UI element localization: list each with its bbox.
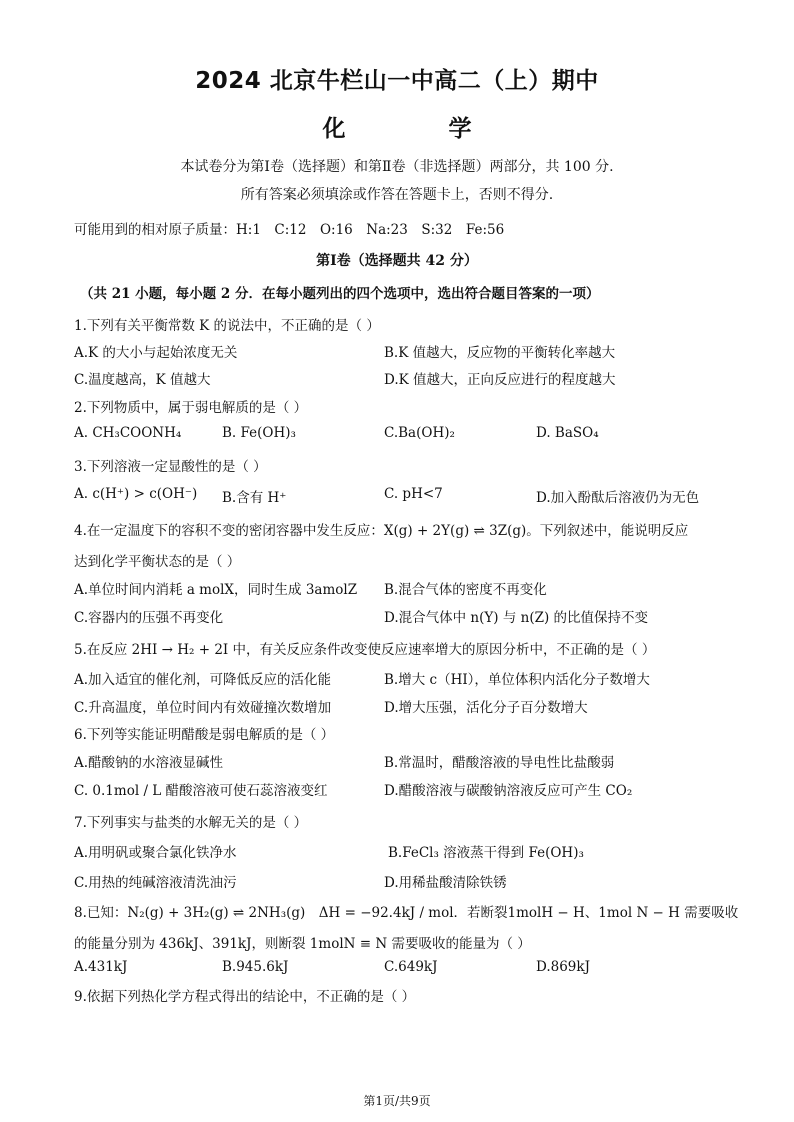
q7-option-b: B.FeCl₃ 溶液蒸干得到 Fe(OH)₃ — [388, 845, 584, 861]
q3-option-a: A. c(H⁺) > c(OH⁻) — [74, 486, 198, 502]
q6-option-c: C. 0.1mol / L 醋酸溶液可使石蕊溶液变红 — [74, 783, 328, 799]
q2-option-d: D. BaSO₄ — [536, 425, 599, 441]
q3-option-c: C. pH<7 — [384, 486, 443, 502]
q7-option-a: A.用明矾或聚合氯化铁净水 — [74, 845, 237, 861]
q1-option-c: C.温度越高，K 值越大 — [74, 372, 211, 388]
q1-option-d: D.K 值越大，正向反应进行的程度越大 — [384, 372, 616, 388]
q5-stem: 5.在反应 2HI → H₂ + 2I 中，有关反应条件改变使反应速率增大的原因分析中，不正确的是（ ） — [74, 642, 656, 658]
q4-option-c: C.容器内的压强不再变化 — [74, 610, 224, 626]
q3-option-d: D.加入酚酞后溶液仍为无色 — [536, 490, 700, 506]
q5-option-b: B.增大 c（HI），单位体积内活化分子数增大 — [384, 672, 650, 688]
q6-option-b: B.常温时，醋酸溶液的导电性比盐酸弱 — [384, 755, 615, 771]
section-instruction: （共 21 小题，每小题 2 分．在每小题列出的四个选项中，选出符合题目答案的一项） — [80, 286, 600, 302]
q8-stem-line-1: 8.已知：N₂(g) + 3H₂(g) ⇌ 2NH₃(g) ΔH = −92.4kJ / mol．若断裂1molH − H、1mol N − H 需要吸收 — [74, 905, 739, 921]
exam-note-1: 本试卷分为第Ⅰ卷（选择题）和第Ⅱ卷（非选择题）两部分，共 100 分. — [180, 159, 614, 175]
q3-stem: 3.下列溶液一定显酸性的是（ ） — [74, 459, 267, 475]
section-title: 第Ⅰ卷（选择题共 42 分） — [316, 253, 478, 269]
q4-stem-line-2: 达到化学平衡状态的是（ ） — [74, 554, 241, 570]
exam-note-2: 所有答案必须填涂或作答在答题卡上，否则不得分. — [240, 187, 554, 203]
q8-option-d: D.869kJ — [536, 959, 590, 975]
q4-option-b: B.混合气体的密度不再变化 — [384, 582, 547, 598]
q7-option-c: C.用热的纯碱溶液清洗油污 — [74, 875, 237, 891]
atomic-masses: 可能用到的相对原子质量：H:1 C:12 O:16 Na:23 S:32 Fe:56 — [74, 222, 505, 238]
q6-option-d: D.醋酸溶液与碳酸钠溶液反应可产生 CO₂ — [384, 783, 633, 799]
q1-stem: 1.下列有关平衡常数 K 的说法中，不正确的是（ ） — [74, 318, 380, 334]
q8-option-c: C.649kJ — [384, 959, 438, 975]
exam-title: 2024 北京牛栏山一中高二（上）期中 — [195, 68, 599, 94]
q2-stem: 2.下列物质中，属于弱电解质的是（ ） — [74, 400, 308, 416]
q1-option-a: A.K 的大小与起始浓度无关 — [74, 345, 238, 361]
q2-option-b: B. Fe(OH)₃ — [222, 425, 296, 441]
q5-option-d: D.增大压强，活化分子百分数增大 — [384, 700, 588, 716]
q8-option-a: A.431kJ — [74, 959, 128, 975]
q5-option-c: C.升高温度，单位时间内有效碰撞次数增加 — [74, 700, 332, 716]
q9-stem: 9.依据下列热化学方程式得出的结论中，不正确的是（ ） — [74, 989, 416, 1005]
q8-stem-line-2: 的能量分别为 436kJ、391kJ，则断裂 1molN ≡ N 需要吸收的能量为（ ） — [74, 936, 531, 952]
q5-option-a: A.加入适宜的催化剂，可降低反应的活化能 — [74, 672, 332, 688]
q4-option-d: D.混合气体中 n(Y) 与 n(Z) 的比值保持不变 — [384, 610, 649, 626]
q2-option-c: C.Ba(OH)₂ — [384, 425, 455, 441]
q3-option-b: B.含有 H⁺ — [222, 490, 287, 506]
q4-stem-line-1: 4.在一定温度下的容积不变的密闭容器中发生反应：X(g) + 2Y(g) ⇌ 3Z(g)。下列叙述中，能说明反应 — [74, 523, 689, 539]
q6-option-a: A.醋酸钠的水溶液显碱性 — [74, 755, 224, 771]
q8-option-b: B.945.6kJ — [222, 959, 289, 975]
q7-option-d: D.用稀盐酸清除铁锈 — [384, 875, 507, 891]
page-footer: 第1页/共9页 — [363, 1094, 431, 1108]
subject-title: 化 学 — [322, 116, 512, 142]
q2-option-a: A. CH₃COONH₄ — [74, 425, 182, 441]
q4-option-a: A.单位时间内消耗 a molX，同时生成 3amolZ — [74, 582, 358, 598]
q6-stem: 6.下列等实能证明醋酸是弱电解质的是（ ） — [74, 727, 335, 743]
q7-stem: 7.下列事实与盐类的水解无关的是（ ） — [74, 815, 308, 831]
q1-option-b: B.K 值越大，反应物的平衡转化率越大 — [384, 345, 616, 361]
